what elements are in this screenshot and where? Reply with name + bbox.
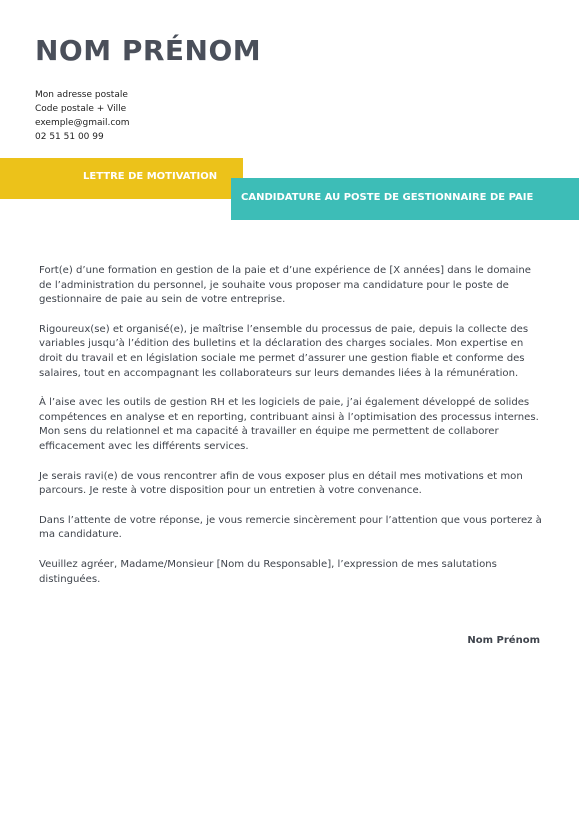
contact-block: [35, 88, 130, 144]
postal-address: Mon adresse postale: [35, 90, 128, 100]
sender-name: NOM PRÉNOM: [35, 34, 262, 67]
letter-body: [39, 264, 544, 602]
email: exemple@gmail.com: [35, 118, 130, 128]
paragraph-meeting: Je serais ravi(e) de vous rencontrer afin de vous exposer plus en détail mes motivations et mon parcours. Je reste à votre disposition pour un entretien à votre convenance.: [39, 470, 523, 497]
signature: Nom Prénom: [467, 635, 540, 646]
paragraph-tools: À l’aise avec les outils de gestion RH et les logiciels de paie, j’ai également développé de solides compétences en analyse et en reporting, contribuant ainsi à l’optimisation des processus internes. Mon sens du relationnel et ma capacité à travailler en équipe me permettent de collaborer efficacement avec les différents services.: [39, 397, 539, 452]
paragraph-skills: Rigoureux(se) et organisé(e), je maîtrise l’ensemble du processus de paie, depuis la collecte des variables jusqu’à l’édition des bulletins et la déclaration des charges sociales. Mon expertise en droit du travail et en législation sociale me permet d’assurer une gestion fiable et conforme des salaires, tout en accompagnant les collaborateurs sur leurs demandes liées à la rémunération.: [39, 323, 529, 379]
paragraph-thanks: Dans l’attente de votre réponse, je vous remercie sincèrement pour l’attention que vous porterez à ma candidature.: [39, 514, 542, 541]
document-type-label: LETTRE DE MOTIVATION: [83, 171, 218, 182]
phone: 02 51 51 00 99: [35, 132, 104, 142]
postal-code-city: Code postale + Ville: [35, 104, 127, 114]
paragraph-intro: Fort(e) d’une formation en gestion de la paie et d’une expérience de [X années] dans le domaine de l’administration du personnel, je souhaite vous proposer ma candidature pour le poste de gestionnaire de paie au sein de votre entreprise.: [39, 265, 531, 306]
position-title-label: CANDIDATURE AU POSTE DE GESTIONNAIRE DE PAIE: [241, 192, 534, 203]
paragraph-closing: Veuillez agréer, Madame/Monsieur [Nom du Responsable], l’expression de mes salutations distinguées.: [39, 558, 497, 585]
